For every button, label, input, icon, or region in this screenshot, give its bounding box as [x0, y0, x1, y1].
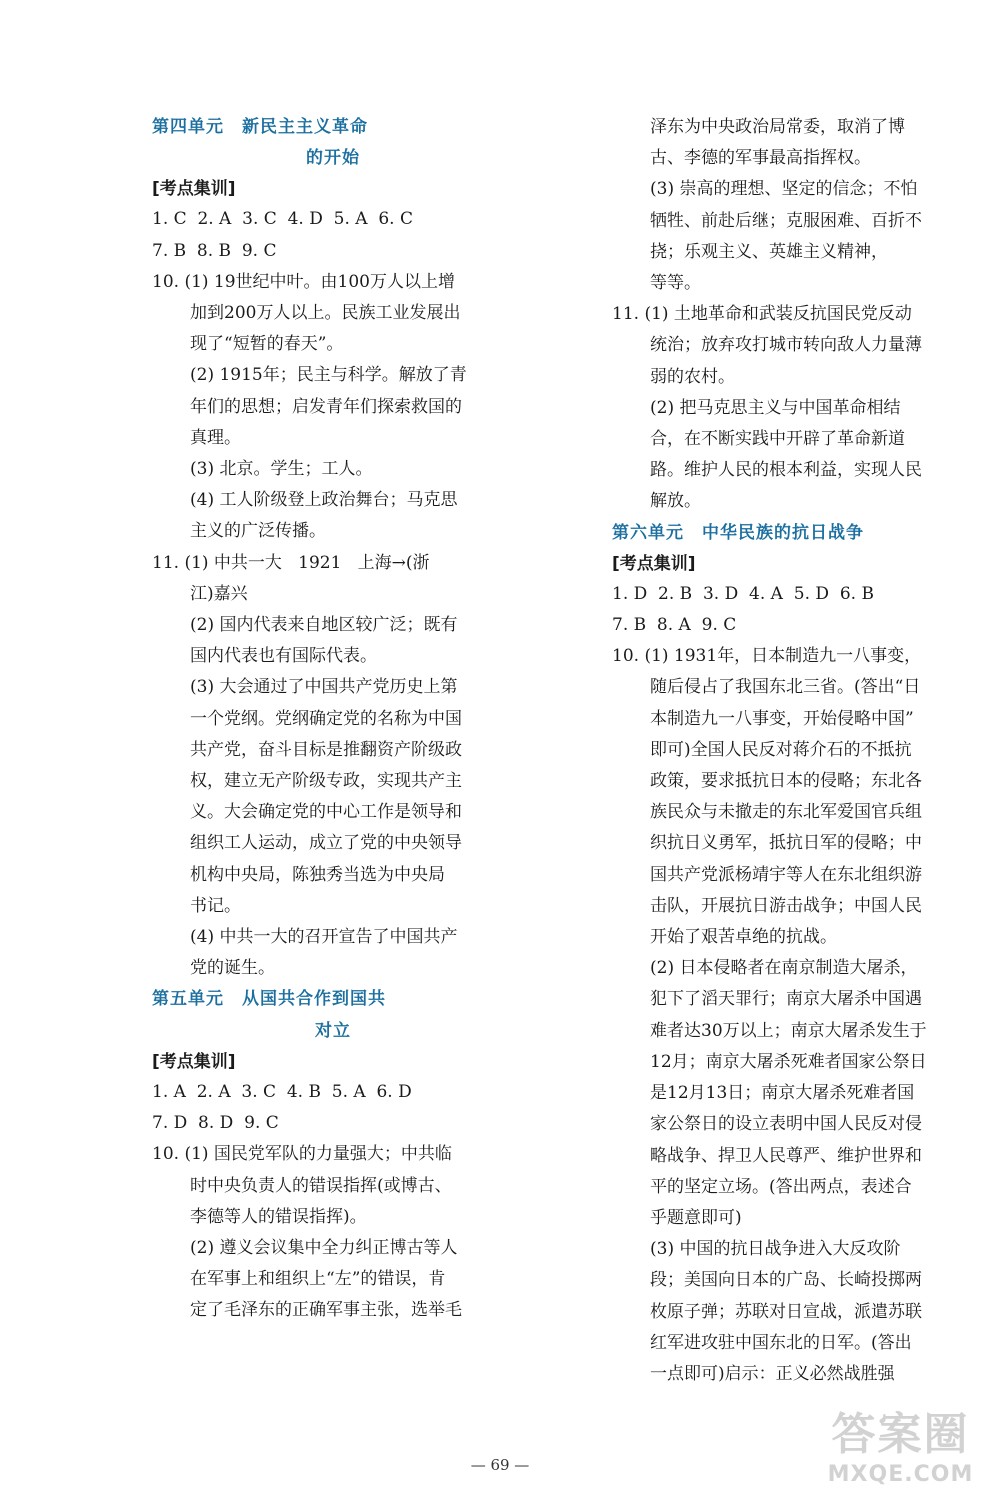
answer-line: 等等。 [650, 273, 701, 294]
answer-line: (2) 1915年；民主与科学。解放了青 [190, 365, 467, 386]
answer-line: 犯下了滔天罪行；南京大屠杀中国遇 [650, 989, 922, 1010]
answer-line: 7. B 8. B 9. C [152, 240, 277, 261]
answer-line: 族民众与未撤走的东北军爱国官兵组 [650, 802, 922, 823]
answer-line: 义。大会确定党的中心工作是领导和 [190, 802, 462, 823]
answer-line: 权，建立无产阶级专政，实现共产主 [190, 771, 462, 792]
answer-line: 1. A 2. A 3. C 4. B 5. A 6. D [152, 1081, 412, 1102]
answer-line: 织抗日义勇军，抵抗日军的侵略；中 [650, 833, 922, 854]
section-label: [考点集训] [612, 553, 696, 574]
answer-line: 家公祭日的设立表明中国人民反对侵 [650, 1114, 922, 1135]
answer-line: 11. (1) 土地革命和武装反抗国民党反动 [612, 304, 912, 325]
answer-line: 随后侵占了我国东北三省。(答出“日 [650, 677, 921, 698]
answer-line: 即可)全国人民反对蒋介石的不抵抗 [650, 739, 912, 760]
unit-title-line: 的开始 [306, 148, 360, 169]
answer-line: 挠；乐观主义、英雄主义精神， [650, 241, 888, 262]
answer-line: 12月；南京大屠杀死难者国家公祭日 [650, 1051, 927, 1072]
answer-line: (3) 中国的抗日战争进入大反攻阶 [650, 1239, 901, 1260]
answer-line: 江)嘉兴 [190, 583, 248, 604]
unit-title [612, 518, 974, 549]
answer-line: (2) 日本侵略者在南京制造大屠杀， [650, 958, 918, 979]
answer-line: 10. (1) 19世纪中叶。由100万人以上增 [152, 271, 456, 292]
answer-line: 党的诞生。 [190, 958, 275, 979]
answer-line: 7. D 8. D 9. C [152, 1113, 279, 1134]
answer-line: (4) 中共一大的召开宣告了中国共产 [190, 927, 458, 948]
section-label: [考点集训] [152, 1051, 236, 1072]
answer-line: (3) 大会通过了中国共产党历史上第 [190, 677, 458, 698]
answer-line: (2) 国内代表来自地区较广泛；既有 [190, 615, 458, 636]
answer-line: 书记。 [190, 895, 241, 916]
answer-line: 段；美国向日本的广岛、长崎投掷两 [650, 1270, 922, 1291]
answer-line: (4) 工人阶级登上政治舞台；马克思 [190, 490, 458, 511]
answer-line: 弱的农村。 [650, 366, 735, 387]
answer-line: 国共产党派杨靖宇等人在东北组织游 [650, 864, 922, 885]
unit-title [152, 984, 514, 1046]
answer-line: 平的坚定立场。(答出两点，表述合 [650, 1176, 912, 1197]
answer-line: 难者达30万以上；南京大屠杀发生于 [650, 1020, 927, 1041]
answer-line: 乎题意即可) [650, 1207, 742, 1228]
answer-line: 击队，开展抗日游击战争；中国人民 [650, 895, 922, 916]
answer-line: 共产党，奋斗目标是推翻资产阶级政 [190, 739, 462, 760]
answer-line: 10. (1) 1931年，日本制造九一八事变， [612, 646, 922, 667]
right-column [612, 112, 974, 1390]
answer-line: 组织工人运动，成立了党的中央领导 [190, 833, 462, 854]
answer-line: 本制造九一八事变，开始侵略中国” [650, 708, 914, 729]
unit-title-line: 第五单元 从国共合作到国共 [152, 989, 386, 1010]
answer-line: 合，在不断实践中开辟了革命新道 [650, 429, 905, 450]
answer-line: 国内代表也有国际代表。 [190, 646, 377, 667]
answer-line: 真理。 [190, 427, 241, 448]
answer-line: 解放。 [650, 491, 701, 512]
answer-line: 红军进攻驻中国东北的日军。(答出 [650, 1332, 912, 1353]
unit-title-line: 第六单元 中华民族的抗日战争 [612, 522, 864, 543]
answer-line: (2) 把马克思主义与中国革命相结 [650, 397, 901, 418]
answer-line: 牺牲、前赴后继；克服困难、百折不 [650, 210, 922, 231]
answer-line: 年们的思想；启发青年们探索救国的 [190, 396, 462, 417]
answer-line: 时中央负责人的错误指挥(或博古、 [190, 1175, 452, 1196]
answer-line: 政策，要求抵抗日本的侵略；东北各 [650, 771, 922, 792]
answer-line: 泽东为中央政治局常委，取消了博 [650, 117, 905, 137]
answer-line: 加到200万人以上。民族工业发展出 [190, 303, 461, 324]
answer-line: 是12月13日；南京大屠杀死难者国 [650, 1083, 915, 1104]
answer-line: 统治；放弃攻打城市转向敌人力量薄 [650, 335, 922, 356]
answer-line: 1. D 2. B 3. D 4. A 5. D 6. B [612, 583, 874, 604]
answer-line: 现了“短暂的春天”。 [190, 334, 344, 355]
answer-line: (2) 遵义会议集中全力纠正博古等人 [190, 1237, 458, 1258]
left-column [152, 112, 514, 1327]
page-number: — 69 — [470, 1456, 530, 1474]
watermark-logo [813, 1408, 988, 1498]
answer-line: 一点即可)启示：正义必然战胜强 [650, 1363, 895, 1384]
answer-line: 一个党纲。党纲确定党的名称为中国 [190, 708, 462, 729]
answer-line: 主义的广泛传播。 [190, 521, 326, 542]
answer-line: (3) 崇高的理想、坚定的信念；不怕 [650, 179, 918, 200]
unit-title-line: 对立 [315, 1020, 351, 1041]
answer-line: 1. C 2. A 3. C 4. D 5. A 6. C [152, 209, 413, 230]
watermark-text: 答案圈 [831, 1409, 970, 1460]
answer-line: 在军事上和组织上“左”的错误，肯 [190, 1269, 446, 1290]
answer-line: 略战争、捍卫人民尊严、维护世界和 [650, 1145, 922, 1166]
answer-line: 古、李德的军事最高指挥权。 [650, 148, 871, 169]
unit-title-line: 第四单元 新民主主义革命 [152, 117, 368, 137]
section-label: [考点集训] [152, 179, 236, 200]
answer-line: 10. (1) 国民党军队的力量强大；中共临 [152, 1144, 452, 1165]
answer-line: 7. B 8. A 9. C [612, 615, 737, 636]
answer-line: 机构中央局，陈独秀当选为中央局 [190, 864, 445, 885]
answer-line: 李德等人的错误指挥)。 [190, 1206, 367, 1227]
answer-line: 开始了艰苦卓绝的抗战。 [650, 927, 837, 948]
watermark-url: MXQE.COM [827, 1462, 974, 1487]
answer-line: 枚原子弹；苏联对日宣战，派遣苏联 [650, 1301, 922, 1322]
answer-line: 定了毛泽东的正确军事主张，选举毛 [190, 1300, 462, 1321]
unit-title [152, 112, 514, 174]
answer-line: (3) 北京。学生；工人。 [190, 459, 373, 480]
answer-line: 路。维护人民的根本利益，实现人民 [650, 460, 922, 481]
answer-line: 11. (1) 中共一大 1921 上海→(浙 [152, 552, 430, 573]
